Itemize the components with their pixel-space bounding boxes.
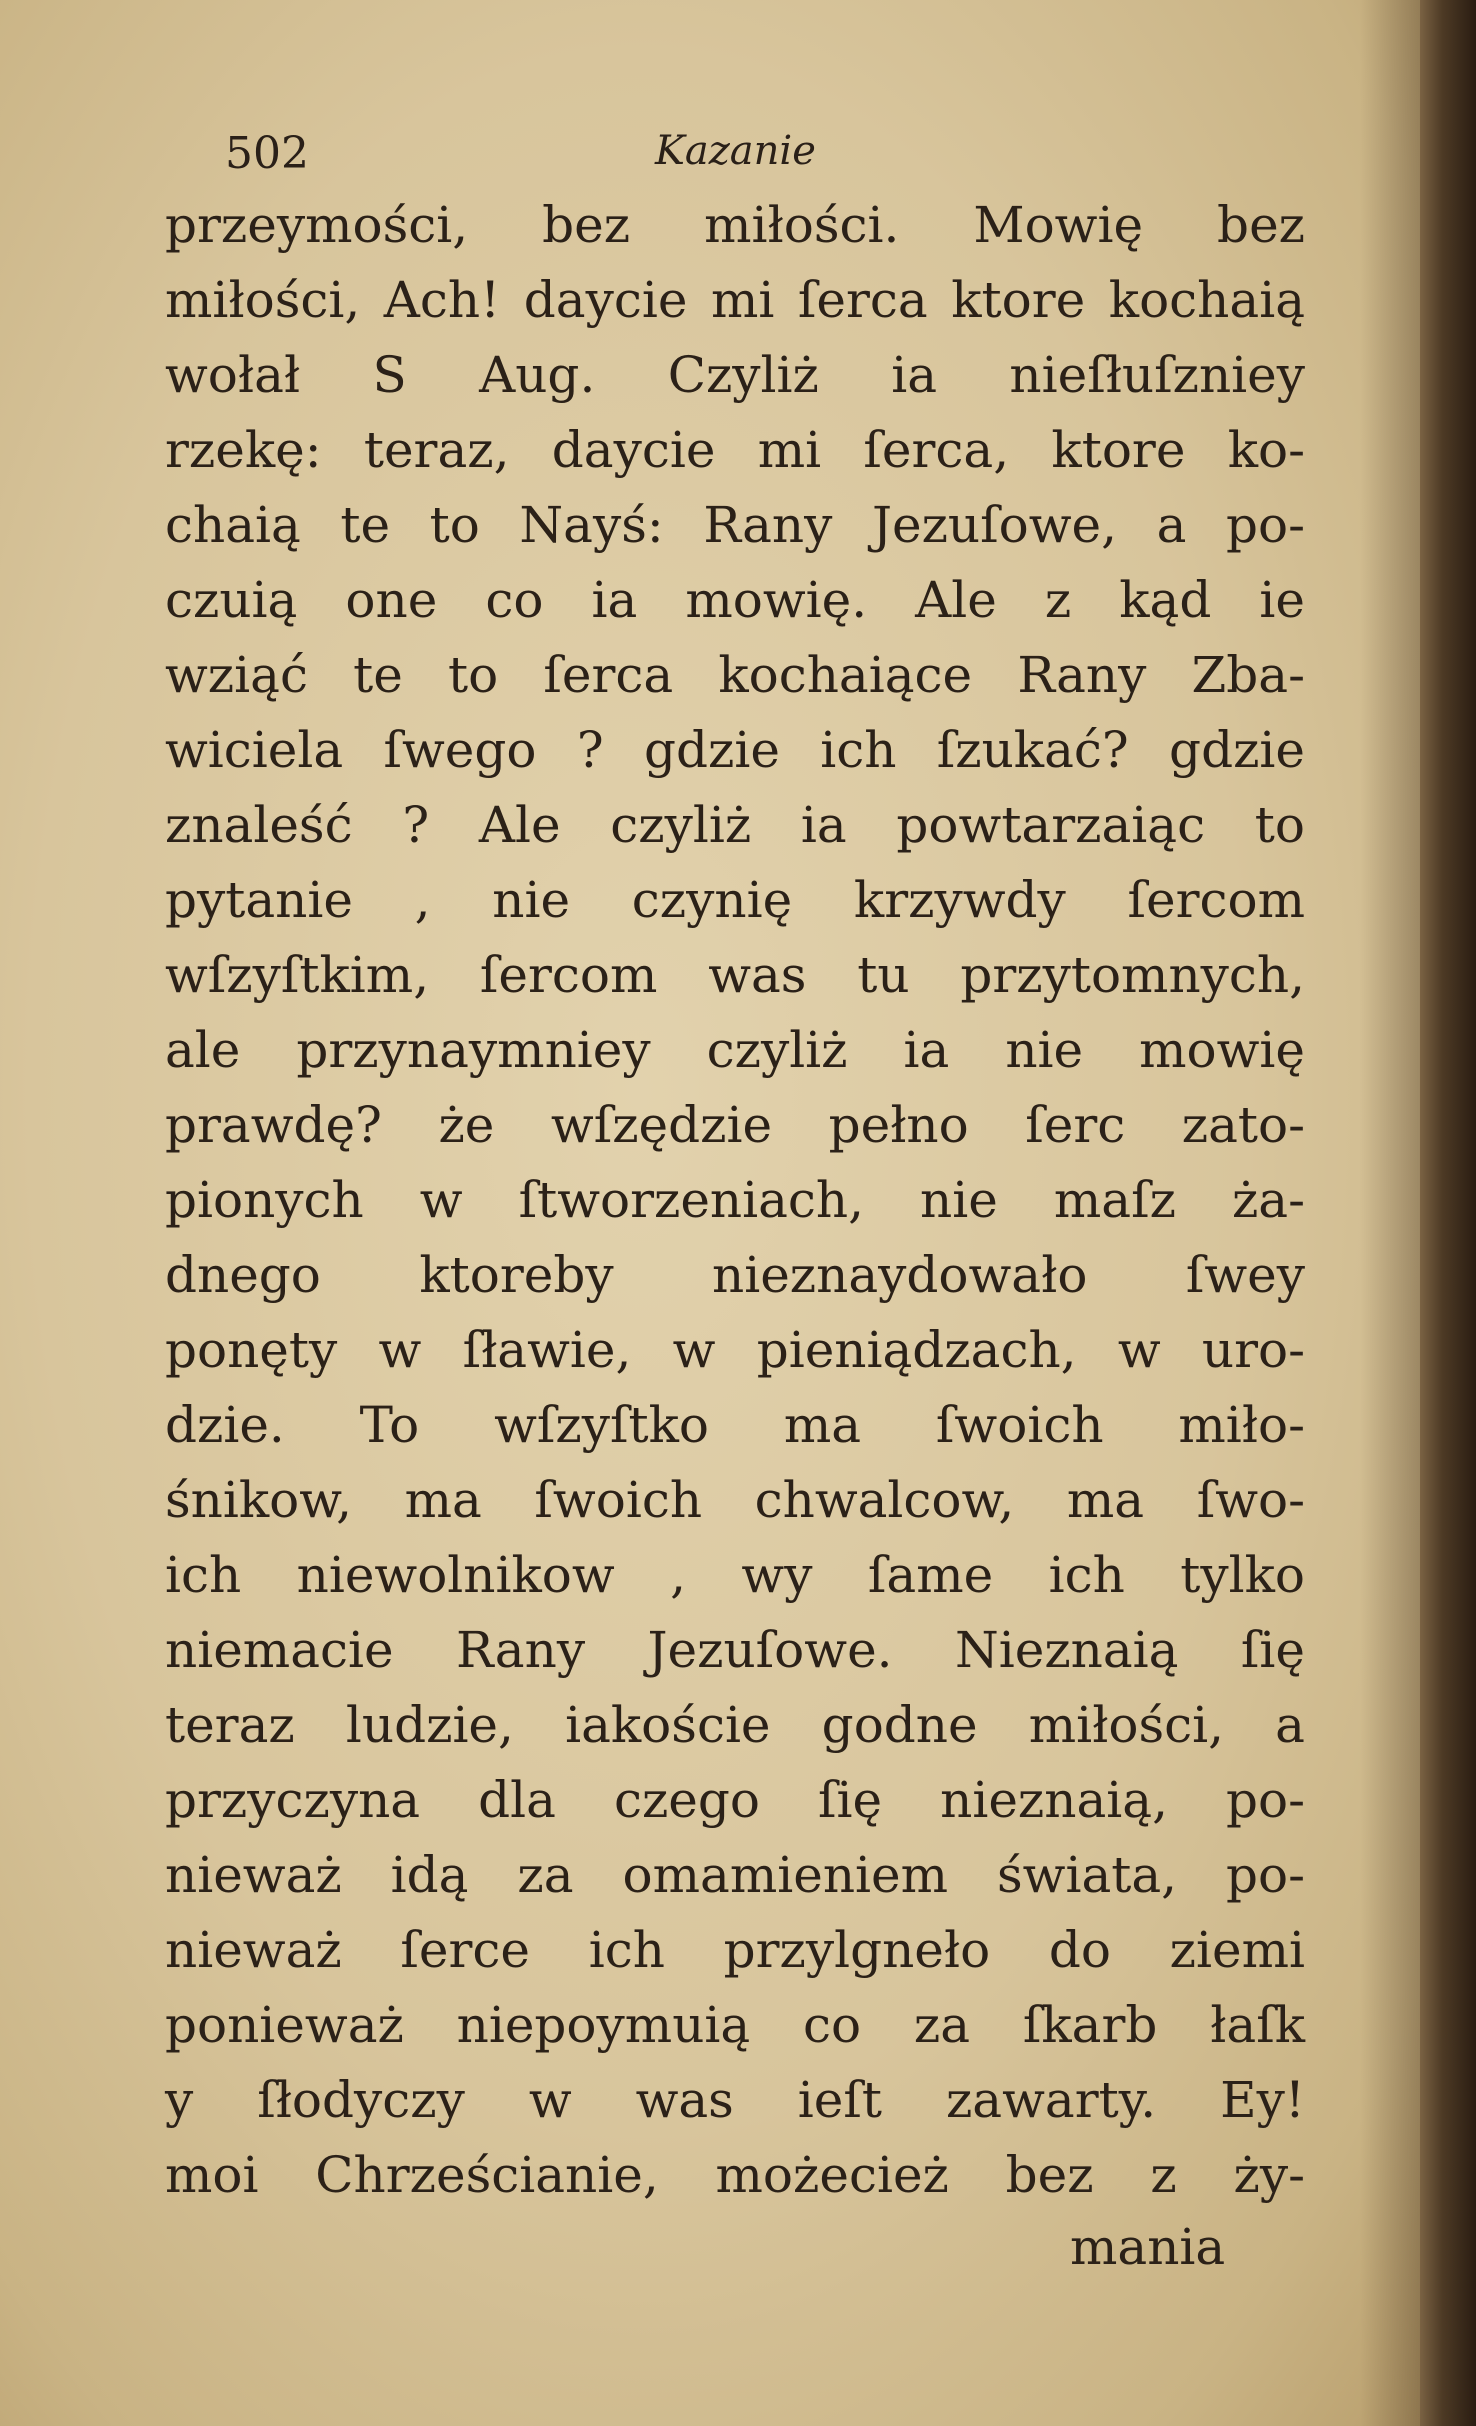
text-line: moi Chrześcianie, możecież bez z ży- xyxy=(165,2146,1305,2204)
body-text xyxy=(165,188,1305,2213)
text-line: ponieważ niepoymuią co za ſkarb łaſk xyxy=(165,1996,1305,2054)
text-line: nieważ idą za omamieniem świata, po- xyxy=(165,1846,1305,1904)
text-line: przyczyna dla czego ſię nieznaią, po- xyxy=(165,1771,1305,1829)
text-line: śnikow, ma ſwoich chwalcow, ma ſwo- xyxy=(165,1471,1305,1529)
book-spine xyxy=(1420,0,1476,2426)
text-line: dnego ktoreby nieznaydowało ſwey xyxy=(165,1246,1305,1304)
running-title: Kazanie xyxy=(655,128,816,174)
text-line: znaleść ? Ale czyliż ia powtarzaiąc to xyxy=(165,796,1305,854)
text-line: pionych w ſtworzeniach, nie maſz ża- xyxy=(165,1171,1305,1229)
text-line: wziąć te to ſerca kochaiące Rany Zba- xyxy=(165,646,1305,704)
text-line: y ſłodyczy w was ieſt zawarty. Ey! xyxy=(165,2071,1305,2129)
gutter-shadow xyxy=(1360,0,1420,2426)
text-line: wſzyſtkim, ſercom was tu przytomnych, xyxy=(165,946,1305,1004)
text-line: pytanie , nie czynię krzywdy ſercom xyxy=(165,871,1305,929)
text-line: ich niewolnikow , wy ſame ich tylko xyxy=(165,1546,1305,1604)
text-line: przeymości, bez miłości. Mowię bez xyxy=(165,196,1305,254)
text-line: wołał S Aug. Czyliż ia nieſłuſzniey xyxy=(165,346,1305,404)
text-line: czuią one co ia mowię. Ale z kąd ie xyxy=(165,571,1305,629)
text-line: ponęty w ſławie, w pieniądzach, w uro- xyxy=(165,1321,1305,1379)
catchword: mania xyxy=(1070,2218,1226,2276)
text-line: wiciela ſwego ? gdzie ich ſzukać? gdzie xyxy=(165,721,1305,779)
page-header xyxy=(225,128,1305,188)
text-line: ale przynaymniey czyliż ia nie mowię xyxy=(165,1021,1305,1079)
page-number: 502 xyxy=(225,128,309,179)
text-line: prawdę? że wſzędzie pełno ſerc zato- xyxy=(165,1096,1305,1154)
text-line: teraz ludzie, iakoście godne miłości, a xyxy=(165,1696,1305,1754)
text-line: miłości, Ach! daycie mi ſerca ktore kochaią xyxy=(165,271,1305,329)
text-line: rzekę: teraz, daycie mi ſerca, ktore ko- xyxy=(165,421,1305,479)
text-line: nieważ ſerce ich przylgneło do ziemi xyxy=(165,1921,1305,1979)
text-line: chaią te to Nayś: Rany Jezuſowe, a po- xyxy=(165,496,1305,554)
text-line: dzie. To wſzyſtko ma ſwoich miło- xyxy=(165,1396,1305,1454)
text-line: niemacie Rany Jezuſowe. Nieznaią ſię xyxy=(165,1621,1305,1679)
